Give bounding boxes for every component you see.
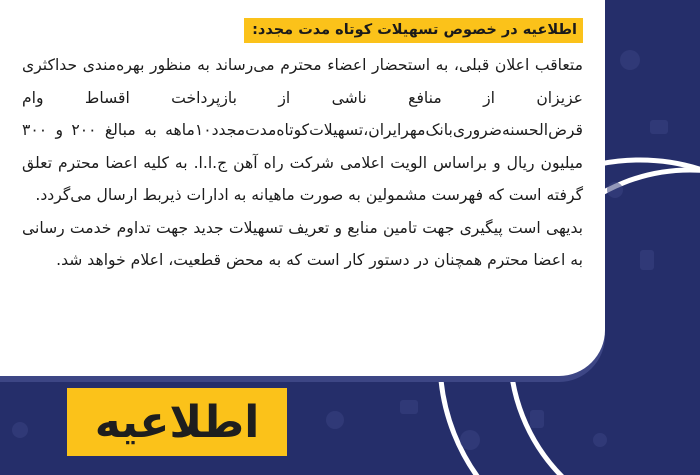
- notice-badge: [67, 388, 287, 456]
- notice-content: [22, 18, 583, 362]
- notice-paragraph-1: متعاقب اعلان قبلی، به استحضار اعضاء محترم می‌رساند به منظور بهره‌مندی حداکثری عزیزان از منافع ناشی از بازپرداخت اقساط وام قرض‌الحسنه‌ضروری‌بانک‌مهرایران،تسهیلات‌کوتاه‌مدت‌مجدد۱۰ماهه به مبالغ ۲۰۰ و ۳۰۰ میلیون ریال و براساس الویت اعلامی شرکت راه آهن ج.ا.ا. به کلیه اعضا محترم تعلق گرفته است که فهرست مشمولین به صورت ماهیانه به ادارات ذیربط ارسال می‌گردد.: [22, 56, 583, 204]
- notice-paragraph-2: بدیهی است پیگیری جهت تامین منابع و تعریف تسهیلات جدید جهت تداوم خدمت رسانی به اعضا محترم همچنان در دستور کار است که به محض قطعیت، اعلام خواهد شد.: [22, 218, 583, 269]
- notice-body: [22, 49, 583, 277]
- notice-headline: اطلاعیه در خصوص تسهیلات کوتاه مدت مجدد:: [244, 18, 583, 43]
- notice-badge-label: اطلاعیه: [94, 396, 260, 448]
